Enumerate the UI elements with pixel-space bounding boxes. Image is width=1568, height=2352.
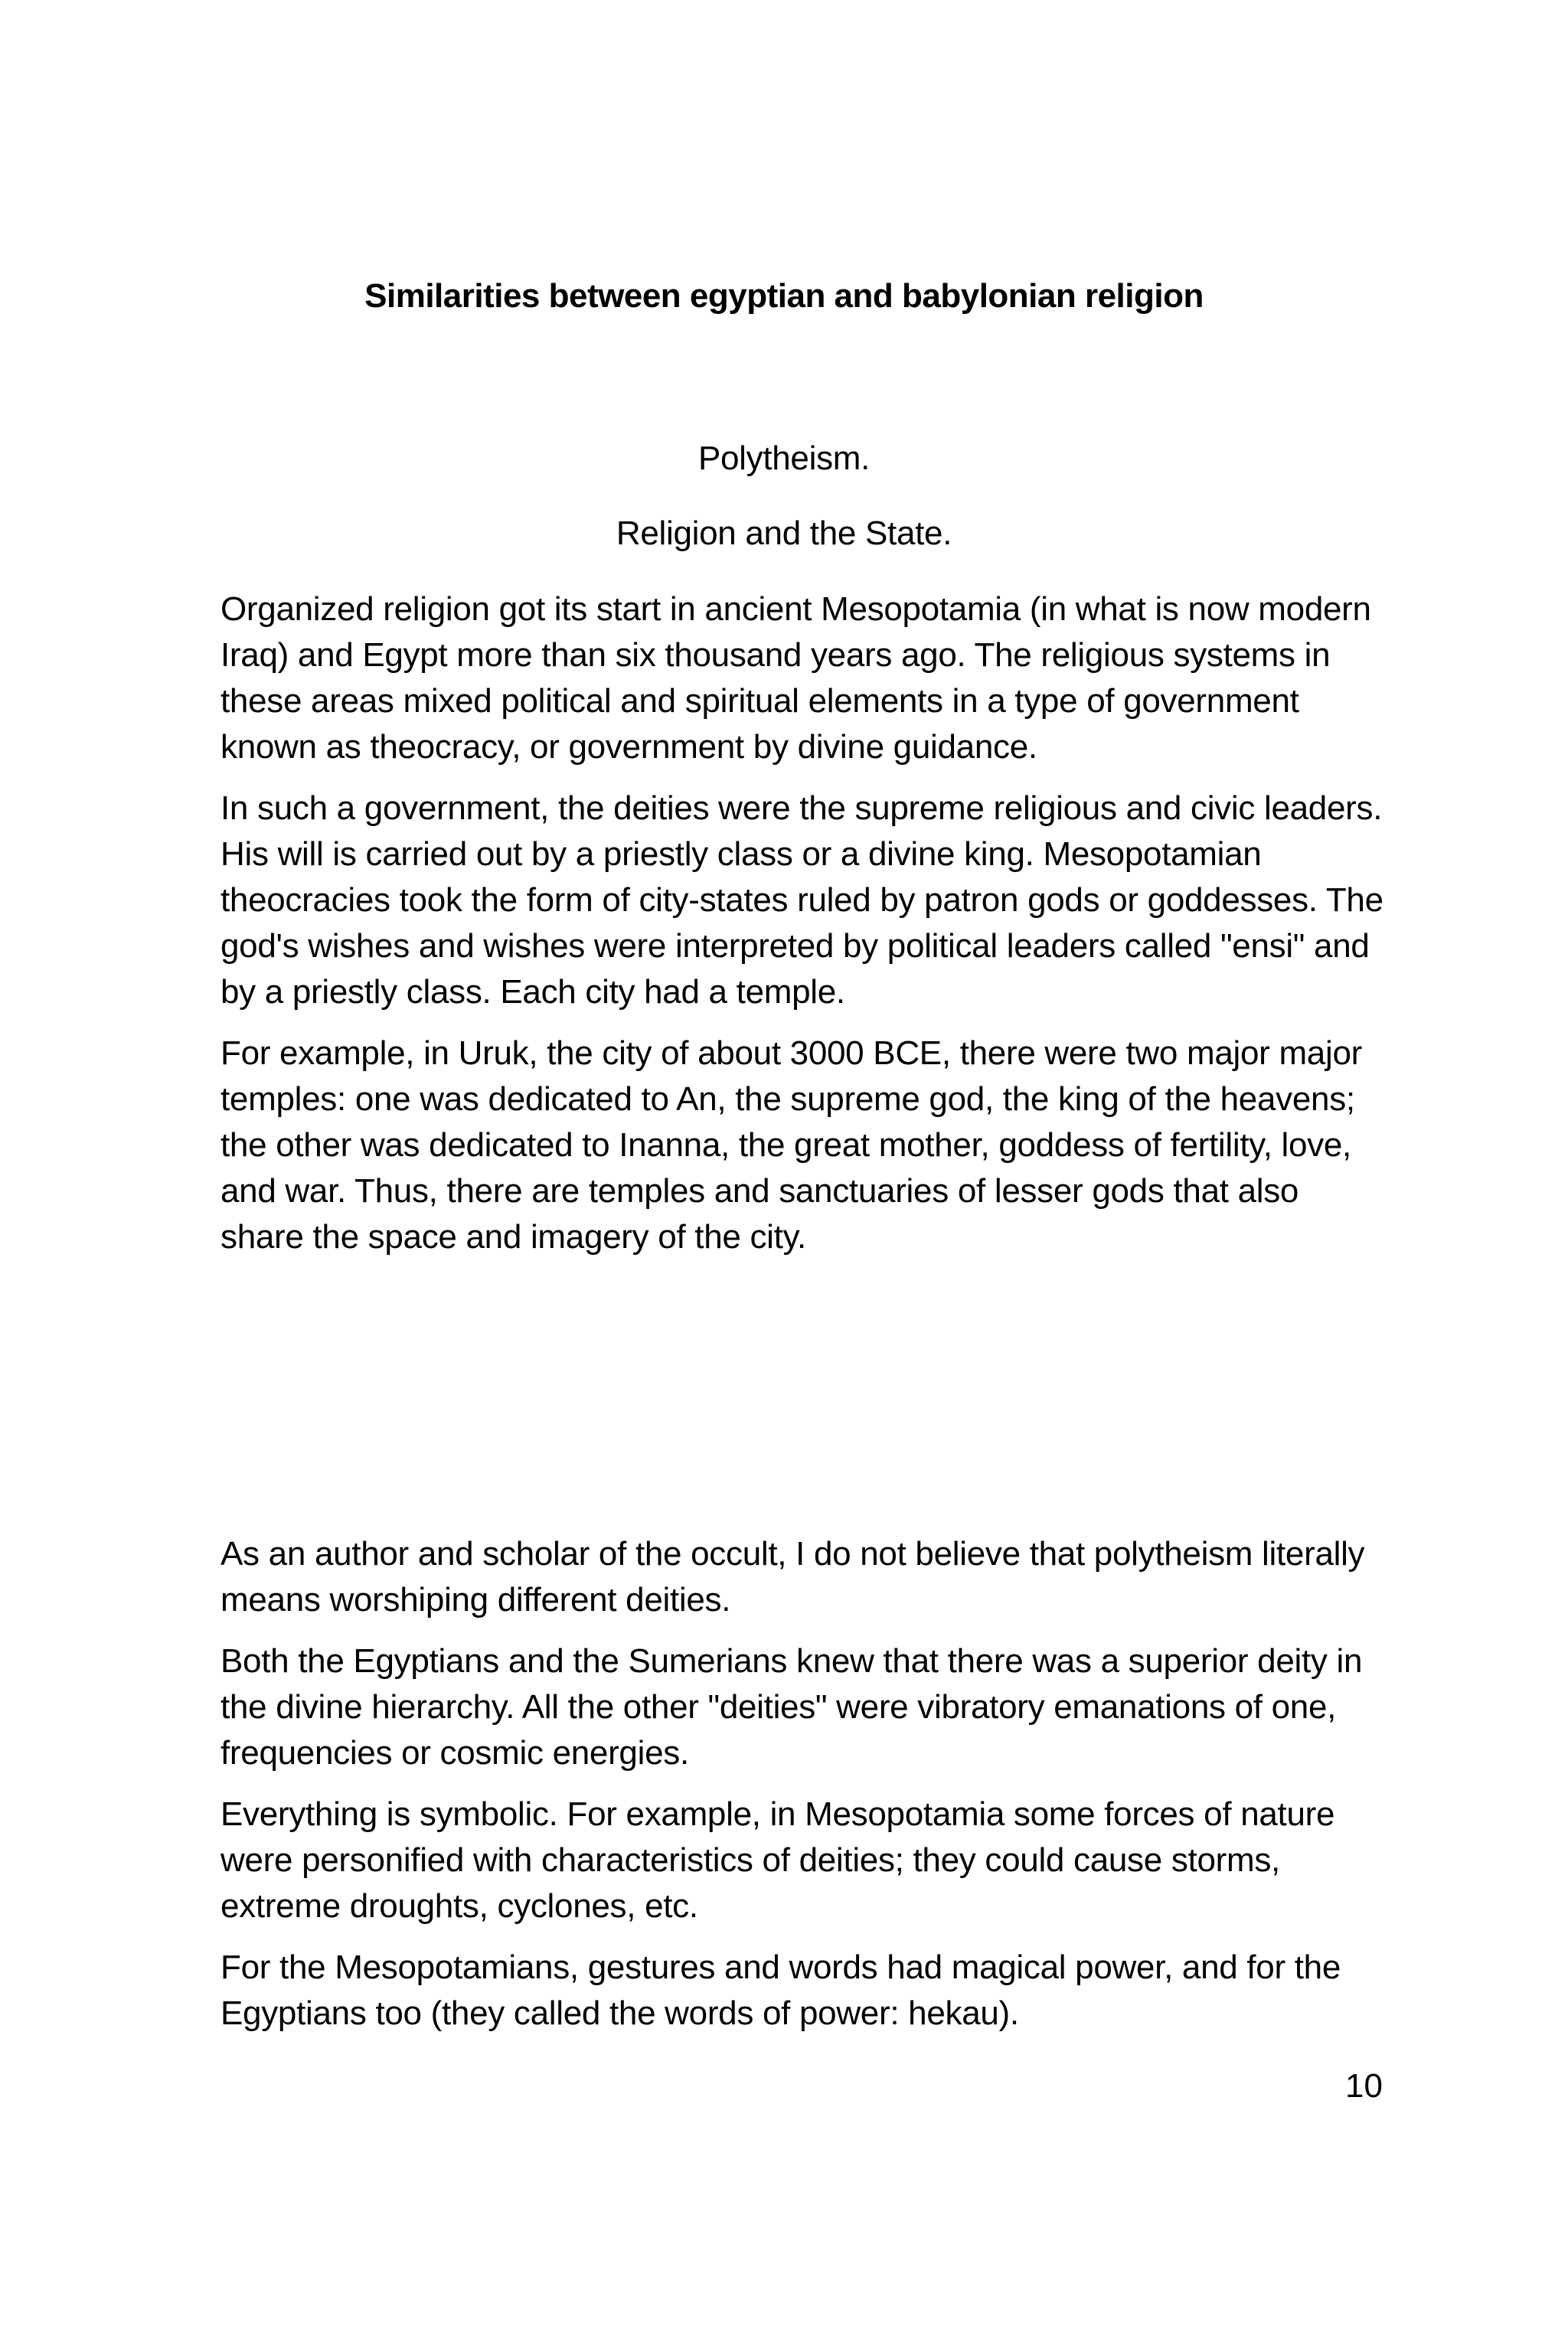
paragraph: For example, in Uruk, the city of about 3000 BCE, there were two major major temples: one was dedicated to An, the supreme god, the king of the heavens; the other was dedicated to Inanna, the great mother, goddess of fertility, love, and war. Thus, there are temples and sanctuaries of lesser gods that also share the space and imagery of the city. bbox=[220, 1034, 1362, 1256]
page-title: Similarities between egyptian and babylonian religion bbox=[364, 277, 1204, 315]
paragraph: Organized religion got its start in ancient Mesopotamia (in what is now modern Iraq) and Egypt more than six thousand years ago. The religious systems in these areas mixed political and spiritual elements in a type of government known as theocracy, or government by divine guidance. bbox=[220, 590, 1371, 766]
subheading-polytheism: Polytheism. bbox=[697, 439, 871, 477]
page-number: 10 bbox=[1345, 2067, 1383, 2105]
section-1-body bbox=[220, 586, 1384, 1276]
paragraph: For the Mesopotamians, gestures and words had magical power, and for the Egyptians too (they called the words of power: hekau). bbox=[220, 1949, 1341, 2032]
paragraph: As an author and scholar of the occult, I do not believe that polytheism literally means worshiping different deities. bbox=[220, 1535, 1365, 1619]
paragraph: Both the Egyptians and the Sumerians knew that there was a superior deity in the divine hierarchy. All the other "deities" were vibratory emanations of one, frequencies or cosmic energies. bbox=[220, 1642, 1363, 1772]
paragraph: In such a government, the deities were the supreme religious and civic leaders. His will is carried out by a priestly class or a divine king. Mesopotamian theocracies took the form of city-states ruled by patron gods or goddesses. The god's wishes and wishes were interpreted by political leaders called "ensi" and by a priestly class. Each city had a temple. bbox=[220, 789, 1383, 1011]
section-2-body bbox=[220, 1531, 1384, 2052]
paragraph: Everything is symbolic. For example, in Mesopotamia some forces of nature were personified with characteristics of deities; they could cause storms, extreme droughts, cyclones, etc. bbox=[220, 1795, 1335, 1925]
subheading-religion-state: Religion and the State. bbox=[616, 514, 952, 552]
